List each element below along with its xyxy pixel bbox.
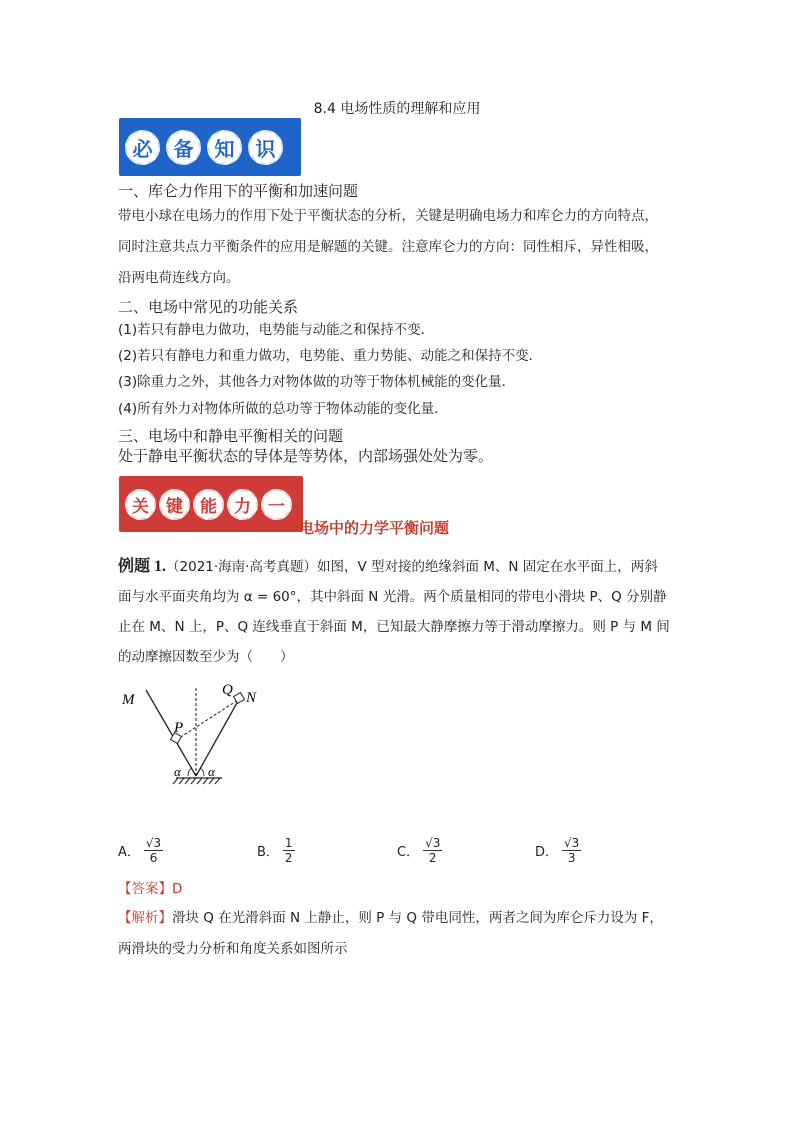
banner-char: 关	[125, 489, 156, 520]
key-ability-title: 电场中的力学平衡问题	[299, 519, 450, 537]
label-alpha-left: α	[174, 764, 181, 779]
analysis	[118, 903, 688, 965]
analysis-line: 两滑块的受力分析和角度关系如图所示	[118, 941, 348, 957]
option-b[interactable]	[257, 830, 295, 870]
option-fraction	[423, 836, 442, 865]
section1-line: 沿两电荷连线方向。	[118, 270, 240, 286]
fraction-numerator: 1	[284, 835, 293, 850]
section1-heading: 一、库仑力作用下的平衡和加速问题	[118, 182, 359, 200]
banner-char: 备	[166, 130, 201, 165]
option-letter: A．	[118, 844, 140, 860]
analysis-label: 【解析】	[118, 910, 172, 926]
section1-line: 同时注意共点力平衡条件的应用是解题的关键。注意库仑力的方向：同性相斥，异性相吸，	[118, 239, 658, 255]
banner-char: 知	[207, 130, 242, 165]
section2-item: (1)若只有静电力做功，电势能与动能之和保持不变．	[118, 322, 435, 338]
section2-item: (2)若只有静电力和重力做功，电势能、重力势能、动能之和保持不变．	[118, 348, 543, 364]
option-fraction	[283, 836, 295, 865]
answer	[118, 877, 182, 897]
option-letter: B．	[257, 844, 279, 860]
label-m: M	[122, 692, 135, 708]
analysis-text: 滑块 Q 在光滑斜面 N 上静止，则 P 与 Q 带电同性，两者之间为库仑斥力设为 F，	[172, 910, 663, 926]
option-c[interactable]	[397, 830, 442, 870]
section1-line: 带电小球在电场力的作用下处于平衡状态的分析，关键是明确电场力和库仑力的方向特点，	[118, 208, 658, 224]
section3-text: 处于静电平衡状态的导体是等势体，内部场强处处为零。	[118, 447, 494, 465]
option-letter: D．	[535, 844, 559, 860]
incline-n	[196, 694, 242, 776]
example-line: 止在 M、N 上，P、Q 连线垂直于斜面 M，已知最大静摩擦力等于滑动摩擦力。则 P 与 M 间	[118, 619, 670, 635]
banner-char: 识	[248, 130, 283, 165]
option-a[interactable]	[118, 830, 163, 870]
banner-char: 能	[193, 489, 224, 520]
label-p: P	[174, 720, 184, 736]
label-q: Q	[222, 682, 233, 698]
example-line: 面与水平面夹角均为 α = 60°，其中斜面 N 光滑。两个质量相同的带电小滑块 P、Q 分别静	[118, 589, 667, 605]
fraction-numerator: √3	[425, 835, 441, 850]
label-alpha-right: α	[208, 764, 215, 779]
section2-item: (4)所有外力对物体所做的总功等于物体动能的变化量．	[118, 401, 448, 417]
section2-heading: 二、电场中常见的功能关系	[118, 298, 299, 316]
essential-knowledge-banner	[119, 118, 301, 176]
fraction-numerator: √3	[564, 835, 580, 850]
fraction-denominator: 6	[149, 850, 158, 865]
example-text: （2021·海南·高考真题）如图，V 型对接的绝缘斜面 M、N 固定在水平面上，两斜	[166, 559, 658, 575]
incline-m	[146, 690, 196, 776]
banner-char: 键	[159, 489, 190, 520]
banner-char: 力	[227, 489, 258, 520]
banner-char: 必	[125, 130, 160, 165]
banner-char: 一	[261, 489, 292, 520]
option-d[interactable]	[535, 830, 581, 870]
answer-value: D	[172, 881, 183, 897]
analysis-line	[118, 903, 688, 934]
fraction-denominator: 3	[567, 850, 576, 865]
section1-body	[118, 201, 698, 294]
section3-heading: 三、电场中和静电平衡相关的问题	[118, 427, 344, 445]
label-n: N	[246, 690, 257, 706]
example-label: 例题 1.	[118, 558, 167, 575]
fraction-numerator: √3	[145, 835, 162, 850]
example-line	[118, 552, 688, 582]
example-question	[118, 552, 688, 672]
fraction-denominator: 2	[284, 850, 293, 865]
option-letter: C．	[397, 844, 420, 860]
fraction-denominator: 2	[428, 850, 437, 865]
angle-arc-right	[200, 768, 204, 776]
pq-dashed-line	[176, 700, 238, 740]
incline-figure	[118, 680, 278, 790]
answer-label: 【答案】	[118, 881, 172, 897]
key-ability-banner	[119, 476, 303, 532]
option-fraction	[562, 836, 581, 865]
option-fraction	[144, 836, 163, 865]
section2-item: (3)除重力之外，其他各力对物体做的功等于物体机械能的变化量．	[118, 374, 516, 390]
example-line: 的动摩擦因数至少为（ ）	[118, 649, 294, 665]
page-title: 8.4 电场性质的理解和应用	[313, 101, 481, 117]
